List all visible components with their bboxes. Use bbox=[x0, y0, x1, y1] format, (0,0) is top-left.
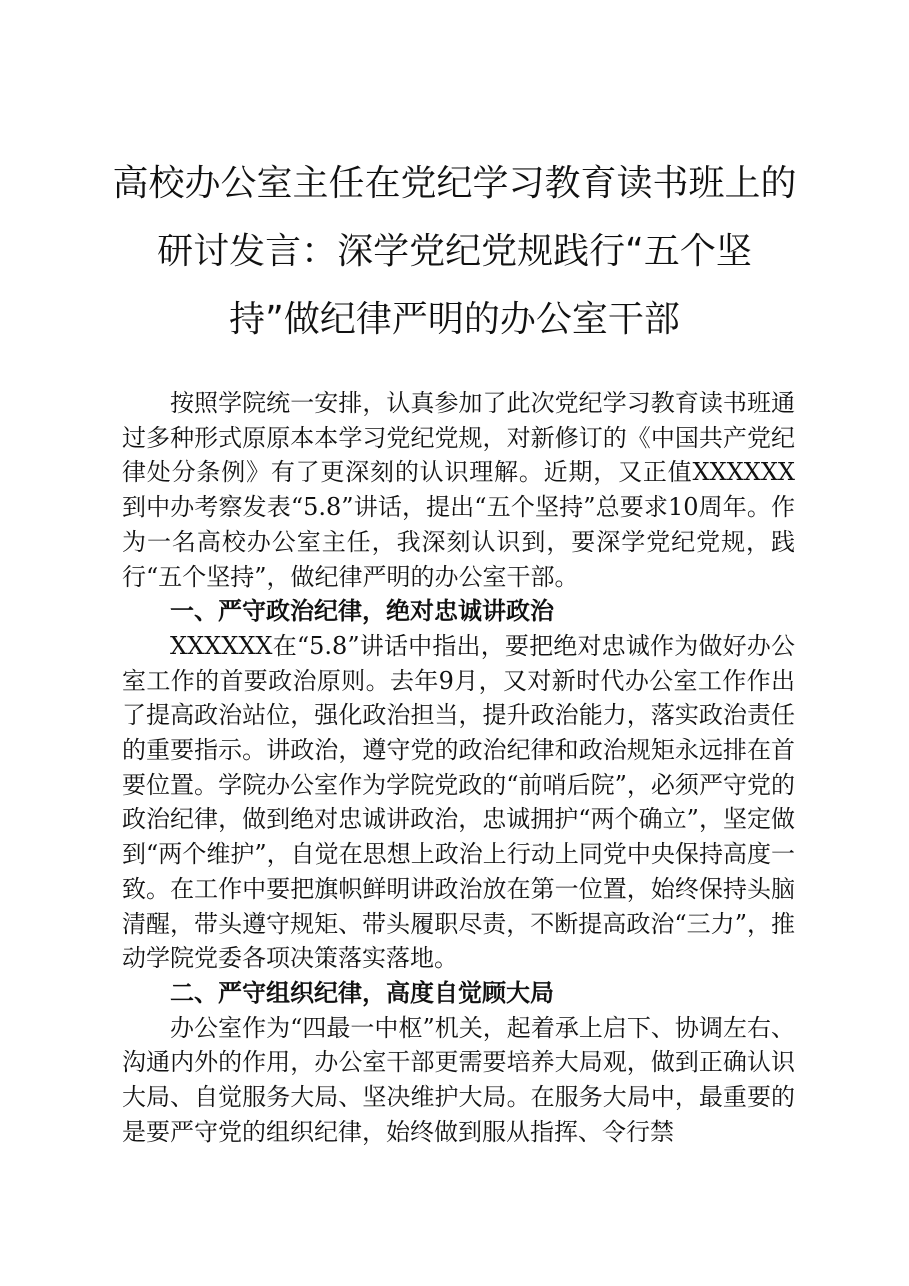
document-title: 高校办公室主任在党纪学习教育读书班上的研讨发言：深学党纪党规践行“五个坚持”做纪律严明的办公室干部 bbox=[112, 163, 797, 340]
section-heading: 二、严守组织纪律，高度自觉顾大局 bbox=[170, 978, 554, 1007]
section-heading: 一、严守政治纪律，绝对忠诚讲政治 bbox=[170, 597, 554, 626]
section-paragraph: 办公室作为“四最一中枢”机关，起着承上启下、协调左右、沟通内外的作用，办公室干部更需要培养大局观，做到正确认识大局、自觉服务大局、坚决维护大局。在服务大局中，最重要的是要严守党的组织纪律，始终做到服从指挥、令行禁 bbox=[122, 1013, 795, 1146]
document-body bbox=[122, 386, 795, 1149]
intro-paragraph: 按照学院统一安排，认真参加了此次党纪学习教育读书班通过多种形式原原本本学习党纪党规，对新修订的《中国共产党纪律处分条例》有了更深刻的认识理解。近期，又正值XXXXXX到中办考察发表“5.8”讲话，提出“五个坚持”总要求10周年。作为一名高校办公室主任，我深刻认识到，要深学党纪党规，践行“五个坚持”，做纪律严明的办公室干部。 bbox=[122, 389, 795, 591]
section-paragraph: XXXXXX在“5.8”讲话中指出，要把绝对忠诚作为做好办公室工作的首要政治原则。去年9月，又对新时代办公室工作作出了提高政治站位，强化政治担当，提升政治能力，落实政治责任的重要指示。讲政治，遵守党的政治纪律和政治规矩永远排在首要位置。学院办公室作为学院党政的“前哨后院”，必须严守党的政治纪律，做到绝对忠诚讲政治，忠诚拥护“两个确立”，坚定做到“两个维护”，自觉在思想上政治上行动上同党中央保持高度一致。在工作中要把旗帜鲜明讲政治放在第一位置，始终保持头脑清醒，带头遵守规矩、带头履职尽责，不断提高政治“三力”，推动学院党委各项决策落实落地。 bbox=[122, 631, 795, 973]
